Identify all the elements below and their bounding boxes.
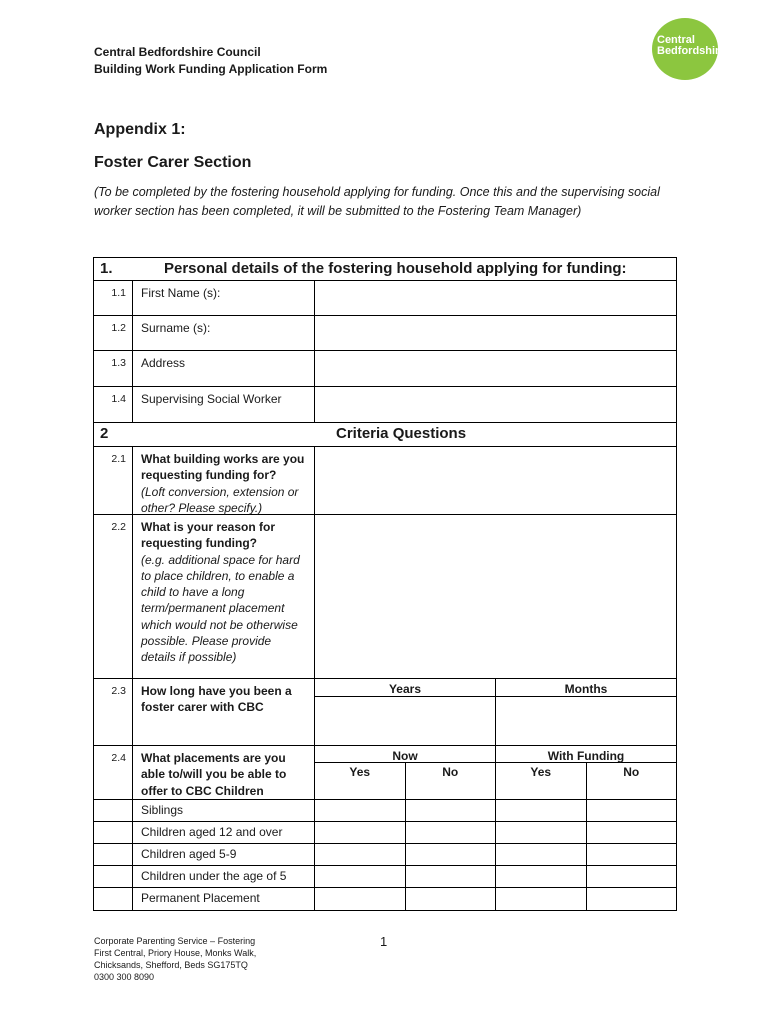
now-no-checkbox[interactable] — [405, 888, 496, 910]
with-funding-label: With Funding — [496, 746, 676, 763]
funding-no-checkbox[interactable] — [586, 866, 677, 887]
placement-row — [94, 865, 676, 887]
logo-line-2: Bedfordshire — [657, 45, 726, 57]
placement-row — [94, 887, 676, 910]
no-label: No — [586, 763, 677, 799]
now-no-checkbox[interactable] — [405, 800, 496, 821]
years-column — [315, 679, 495, 745]
years-label: Years — [315, 679, 495, 697]
row-number: 1.3 — [111, 357, 126, 369]
footer-line: Chicksands, Shefford, Beds SG175TQ — [94, 960, 248, 970]
document-header — [94, 44, 327, 78]
section-1-title: Personal details of the fostering household applying for funding: — [164, 259, 627, 277]
placement-label: Children aged 12 and over — [132, 822, 314, 843]
now-no-checkbox[interactable] — [405, 822, 496, 843]
row-number: 1.1 — [111, 287, 126, 299]
section-2-header — [94, 422, 676, 446]
funding-no-checkbox[interactable] — [586, 822, 677, 843]
question-text: What building works are you requesting funding for? — [141, 452, 305, 483]
first-name-field[interactable] — [314, 281, 676, 315]
funding-no-checkbox[interactable] — [586, 800, 677, 821]
placement-label: Children aged 5-9 — [132, 844, 314, 865]
question-text: What is your reason for requesting funding? — [141, 520, 276, 551]
yes-label: Yes — [530, 765, 552, 779]
question-row — [94, 446, 676, 514]
question-hint: (Loft conversion, extension or other? Please specify.) — [141, 484, 299, 515]
question-label — [132, 515, 314, 678]
placement-row — [94, 821, 676, 843]
footer-address — [94, 935, 256, 983]
footer-line: Corporate Parenting Service – Fostering — [94, 936, 256, 946]
logo-line-1: Central — [657, 34, 695, 46]
section-1-header — [94, 258, 676, 280]
supervising-social-worker-field[interactable] — [314, 387, 676, 422]
form-title: Building Work Funding Application Form — [94, 62, 328, 76]
surname-field[interactable] — [314, 316, 676, 350]
question-row — [94, 678, 676, 745]
question-row — [94, 745, 676, 799]
yes-label: Yes — [349, 765, 371, 779]
now-no-checkbox[interactable] — [405, 866, 496, 887]
row-number: 2.4 — [111, 752, 126, 764]
now-no-checkbox[interactable] — [405, 844, 496, 865]
funding-yes-checkbox[interactable] — [495, 888, 586, 910]
section-1-number: 1. — [100, 259, 113, 277]
now-column — [315, 746, 495, 799]
intro-text: (To be completed by the fostering household applying for funding. Once this and the supervising social worker section has been completed, it will be submitted to the Fostering Team Manager) — [94, 185, 660, 218]
now-yes-checkbox[interactable] — [315, 844, 405, 865]
org-name: Central Bedfordshire Council — [94, 45, 261, 59]
placement-label: Children under the age of 5 — [132, 866, 314, 887]
council-logo — [652, 18, 726, 80]
page-number: 1 — [380, 934, 388, 949]
now-yes-checkbox[interactable] — [315, 822, 405, 843]
section-2-number: 2 — [100, 425, 109, 443]
with-funding-column — [495, 746, 676, 799]
funding-yes-checkbox[interactable] — [495, 866, 586, 887]
field-label: Surname (s): — [132, 316, 314, 350]
table-row — [94, 315, 676, 350]
footer-line: 0300 300 8090 — [94, 972, 155, 982]
row-number: 1.2 — [111, 322, 126, 334]
question-hint: (e.g. additional space for hard to place children, to enable a child to have a long term/permanent placement which would not be otherwise possible. Please provide details if possible) — [141, 552, 300, 665]
section-2-title: Criteria Questions — [336, 425, 467, 443]
question-text: What placements are you able to/will you be able to offer to CBC Children — [132, 746, 314, 799]
placements-header — [314, 746, 676, 799]
question-row — [94, 514, 676, 678]
application-form-table — [93, 257, 677, 911]
table-row — [94, 386, 676, 422]
field-label: Supervising Social Worker — [132, 387, 314, 422]
field-label: Address — [132, 351, 314, 386]
placement-label: Siblings — [132, 800, 314, 821]
section-heading: Foster Carer Section — [94, 154, 252, 171]
row-number: 1.4 — [111, 393, 126, 405]
row-number: 2.1 — [111, 453, 126, 465]
table-row — [94, 280, 676, 315]
placement-label: Permanent Placement — [132, 888, 314, 910]
duration-answer — [314, 679, 676, 745]
appendix-heading: Appendix 1: — [94, 121, 186, 138]
row-number: 2.2 — [111, 521, 126, 533]
years-field[interactable] — [315, 697, 495, 745]
funding-no-checkbox[interactable] — [586, 888, 677, 910]
question-label — [132, 447, 314, 514]
now-yes-checkbox[interactable] — [315, 800, 405, 821]
months-column — [495, 679, 676, 745]
months-field[interactable] — [496, 697, 676, 745]
funding-no-checkbox[interactable] — [586, 844, 677, 865]
funding-reason-answer[interactable] — [314, 515, 676, 678]
placement-row — [94, 843, 676, 865]
now-yes-checkbox[interactable] — [315, 866, 405, 887]
placement-row — [94, 799, 676, 821]
building-works-answer[interactable] — [314, 447, 676, 514]
table-row — [94, 350, 676, 386]
funding-yes-checkbox[interactable] — [495, 800, 586, 821]
no-label: No — [405, 763, 496, 799]
address-field[interactable] — [314, 351, 676, 386]
funding-yes-checkbox[interactable] — [495, 822, 586, 843]
funding-yes-checkbox[interactable] — [495, 844, 586, 865]
field-label: First Name (s): — [132, 281, 314, 315]
now-yes-checkbox[interactable] — [315, 888, 405, 910]
footer-line: First Central, Priory House, Monks Walk, — [94, 948, 257, 958]
now-label: Now — [315, 746, 495, 763]
question-text: How long have you been a foster carer with CBC — [132, 679, 314, 745]
months-label: Months — [496, 679, 676, 697]
row-number: 2.3 — [111, 685, 126, 697]
